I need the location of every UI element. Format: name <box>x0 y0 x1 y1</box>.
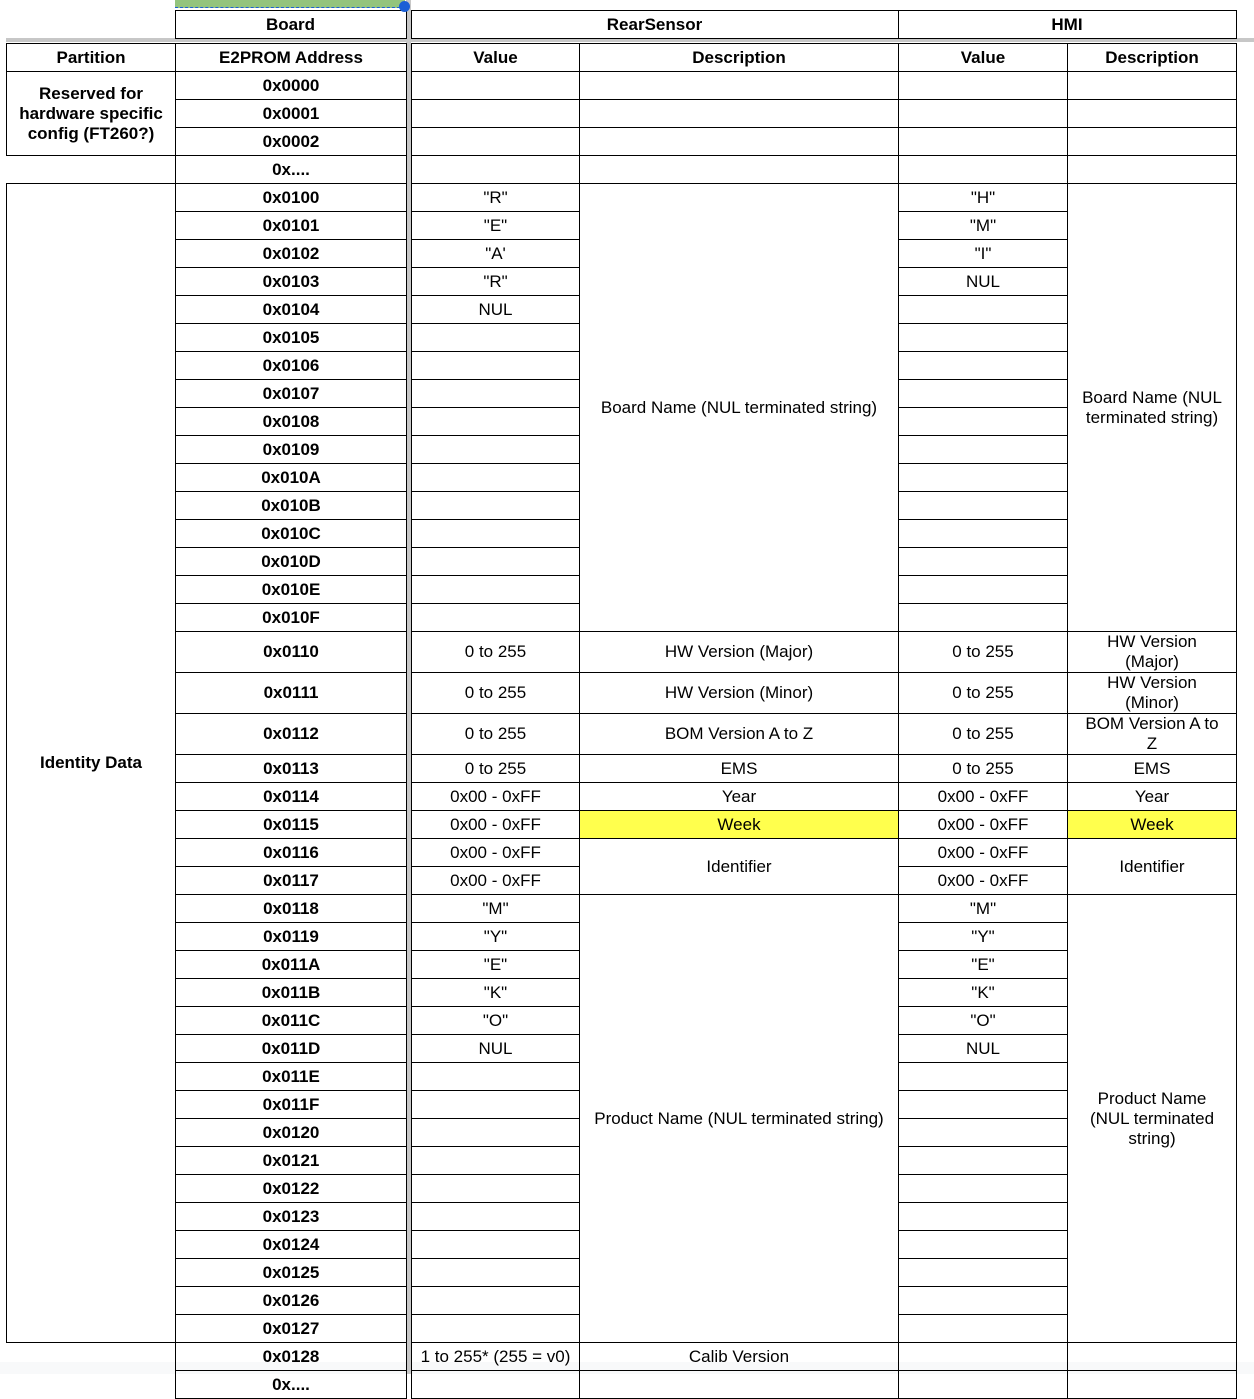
address-cell[interactable]: 0x010B <box>176 492 407 520</box>
hmi-value-cell[interactable] <box>899 1315 1068 1343</box>
hmi-description-cell[interactable] <box>1068 1371 1237 1399</box>
hmi-value-cell[interactable] <box>899 1231 1068 1259</box>
hmi-value-cell[interactable]: 0x00 - 0xFF <box>899 783 1068 811</box>
table-row <box>7 184 1237 212</box>
selected-cell-highlight[interactable] <box>175 0 405 8</box>
address-cell[interactable]: 0x0115 <box>176 811 407 839</box>
hmi-value-cell[interactable]: 0 to 255 <box>899 755 1068 783</box>
rearsensor-value-cell[interactable] <box>412 1287 580 1315</box>
rearsensor-value-cell[interactable]: "R" <box>412 184 580 212</box>
hmi-value-cell[interactable] <box>899 1063 1068 1091</box>
address-cell[interactable]: 0x0117 <box>176 867 407 895</box>
rearsensor-value-cell[interactable]: "O" <box>412 1007 580 1035</box>
rearsensor-value-cell[interactable] <box>412 1231 580 1259</box>
address-cell[interactable]: 0x0000 <box>176 72 407 100</box>
blank-cell[interactable] <box>6 11 175 39</box>
column-header-rs-description[interactable]: Description <box>580 44 899 72</box>
hmi-value-cell[interactable] <box>899 576 1068 604</box>
column-header-hmi-description[interactable]: Description <box>1068 44 1237 72</box>
hmi-description-cell[interactable]: Product Name (NUL terminated string) <box>1068 895 1237 1343</box>
table-row <box>7 755 1237 783</box>
address-cell[interactable]: 0x.... <box>176 1371 407 1399</box>
address-cell[interactable]: 0x0112 <box>176 714 407 755</box>
rearsensor-description-cell[interactable]: Calib Version <box>580 1343 899 1371</box>
address-cell[interactable]: 0x0104 <box>176 296 407 324</box>
hmi-value-cell[interactable] <box>899 1203 1068 1231</box>
hmi-value-cell[interactable]: 0x00 - 0xFF <box>899 867 1068 895</box>
rearsensor-description-cell[interactable] <box>580 128 899 156</box>
rearsensor-value-cell[interactable] <box>412 324 580 352</box>
rearsensor-value-cell[interactable]: 0 to 255 <box>412 673 580 714</box>
address-cell[interactable]: 0x011F <box>176 1091 407 1119</box>
address-cell[interactable]: 0x0110 <box>176 632 407 673</box>
hmi-value-cell[interactable] <box>899 520 1068 548</box>
address-cell[interactable]: 0x010A <box>176 464 407 492</box>
rearsensor-value-cell[interactable] <box>412 128 580 156</box>
rearsensor-value-cell[interactable]: "K" <box>412 979 580 1007</box>
hmi-value-cell[interactable]: 0 to 255 <box>899 673 1068 714</box>
rearsensor-value-cell[interactable]: "M" <box>412 895 580 923</box>
header-rearsensor[interactable]: RearSensor <box>411 11 898 39</box>
rearsensor-description-cell[interactable] <box>580 72 899 100</box>
table-row <box>7 839 1237 867</box>
rearsensor-value-cell[interactable]: NUL <box>412 296 580 324</box>
hmi-value-cell[interactable]: 0 to 255 <box>899 714 1068 755</box>
table-row <box>7 1343 1237 1371</box>
address-cell[interactable]: 0x011E <box>176 1063 407 1091</box>
rearsensor-value-cell[interactable] <box>412 520 580 548</box>
address-cell[interactable]: 0x0113 <box>176 755 407 783</box>
rearsensor-value-cell[interactable]: "Y" <box>412 923 580 951</box>
hmi-value-cell[interactable] <box>899 1091 1068 1119</box>
address-cell[interactable]: 0x0100 <box>176 184 407 212</box>
table-row <box>7 72 1237 100</box>
hmi-value-cell[interactable] <box>899 604 1068 632</box>
hmi-value-cell[interactable]: 0 to 255 <box>899 632 1068 673</box>
address-cell[interactable]: 0x011B <box>176 979 407 1007</box>
rearsensor-value-cell[interactable]: "A' <box>412 240 580 268</box>
rearsensor-value-cell[interactable] <box>412 1091 580 1119</box>
rearsensor-value-cell[interactable]: 0x00 - 0xFF <box>412 867 580 895</box>
rearsensor-value-cell[interactable] <box>412 548 580 576</box>
address-cell[interactable]: 0x0111 <box>176 673 407 714</box>
rearsensor-value-cell[interactable] <box>412 1063 580 1091</box>
table-row <box>7 156 1237 184</box>
rearsensor-description-cell[interactable]: EMS <box>580 755 899 783</box>
header-hmi[interactable]: HMI <box>898 11 1236 39</box>
hmi-value-cell[interactable]: 0x00 - 0xFF <box>899 811 1068 839</box>
hmi-value-cell[interactable]: "E" <box>899 951 1068 979</box>
header-group-table <box>6 10 1237 39</box>
address-cell[interactable]: 0x0108 <box>176 408 407 436</box>
partition-cell[interactable]: Identity Data <box>7 184 176 1343</box>
hmi-value-cell[interactable] <box>899 1259 1068 1287</box>
rearsensor-value-cell[interactable] <box>412 380 580 408</box>
hmi-description-cell[interactable]: EMS <box>1068 755 1237 783</box>
rearsensor-value-cell[interactable] <box>412 1315 580 1343</box>
hmi-value-cell[interactable] <box>899 548 1068 576</box>
table-row <box>7 783 1237 811</box>
hmi-value-cell[interactable] <box>899 1119 1068 1147</box>
rearsensor-value-cell[interactable]: "E" <box>412 951 580 979</box>
address-cell[interactable]: 0x0125 <box>176 1259 407 1287</box>
address-cell[interactable]: 0x010C <box>176 520 407 548</box>
address-cell[interactable]: 0x0102 <box>176 240 407 268</box>
address-cell[interactable]: 0x0001 <box>176 100 407 128</box>
hmi-value-cell[interactable] <box>899 436 1068 464</box>
rearsensor-value-cell[interactable] <box>412 604 580 632</box>
column-header-rs-value[interactable]: Value <box>412 44 580 72</box>
address-cell[interactable]: 0x010D <box>176 548 407 576</box>
rearsensor-value-cell[interactable] <box>412 72 580 100</box>
address-cell[interactable]: 0x0116 <box>176 839 407 867</box>
rearsensor-description-cell[interactable]: HW Version (Minor) <box>580 673 899 714</box>
address-cell[interactable]: 0x0126 <box>176 1287 407 1315</box>
rearsensor-value-cell[interactable] <box>412 492 580 520</box>
hmi-value-cell[interactable] <box>899 492 1068 520</box>
address-cell[interactable]: 0x0114 <box>176 783 407 811</box>
address-cell[interactable]: 0x0123 <box>176 1203 407 1231</box>
hmi-value-cell[interactable] <box>899 1343 1068 1371</box>
rearsensor-description-cell[interactable]: Board Name (NUL terminated string) <box>580 184 899 632</box>
rearsensor-value-cell[interactable] <box>412 576 580 604</box>
hmi-value-cell[interactable] <box>899 1287 1068 1315</box>
hmi-value-cell[interactable]: "M" <box>899 895 1068 923</box>
hmi-value-cell[interactable]: "O" <box>899 1007 1068 1035</box>
hmi-description-cell[interactable] <box>1068 1343 1237 1371</box>
partition-cell[interactable] <box>7 156 176 184</box>
hmi-description-cell[interactable]: HW Version (Minor) <box>1068 673 1237 714</box>
hmi-value-cell[interactable] <box>899 72 1068 100</box>
rearsensor-value-cell[interactable] <box>412 408 580 436</box>
rearsensor-description-cell[interactable] <box>580 156 899 184</box>
rearsensor-value-cell[interactable]: 0x00 - 0xFF <box>412 811 580 839</box>
address-cell[interactable]: 0x.... <box>176 156 407 184</box>
rearsensor-description-cell[interactable]: HW Version (Major) <box>580 632 899 673</box>
table-row <box>7 673 1237 714</box>
hmi-description-cell[interactable]: BOM Version A to Z <box>1068 714 1237 755</box>
address-cell[interactable]: 0x0119 <box>176 923 407 951</box>
address-cell[interactable]: 0x0002 <box>176 128 407 156</box>
address-cell[interactable]: 0x0127 <box>176 1315 407 1343</box>
hmi-description-cell[interactable] <box>1068 100 1237 128</box>
hmi-description-cell[interactable]: Board Name (NUL terminated string) <box>1068 184 1237 632</box>
address-cell[interactable]: 0x0105 <box>176 324 407 352</box>
hmi-value-cell[interactable] <box>899 1175 1068 1203</box>
address-cell[interactable]: 0x0124 <box>176 1231 407 1259</box>
hmi-value-cell[interactable]: "Y" <box>899 923 1068 951</box>
rearsensor-description-cell[interactable]: BOM Version A to Z <box>580 714 899 755</box>
rearsensor-value-cell[interactable] <box>412 1203 580 1231</box>
address-cell[interactable]: 0x011C <box>176 1007 407 1035</box>
hmi-value-cell[interactable]: NUL <box>899 268 1068 296</box>
selection-resize-handle[interactable] <box>399 1 410 12</box>
table-row <box>7 811 1237 839</box>
address-cell[interactable]: 0x0107 <box>176 380 407 408</box>
rearsensor-description-cell[interactable] <box>580 100 899 128</box>
rearsensor-description-cell[interactable]: Year <box>580 783 899 811</box>
rearsensor-value-cell[interactable]: 0 to 255 <box>412 632 580 673</box>
rearsensor-value-cell[interactable] <box>412 352 580 380</box>
column-header-address[interactable]: E2PROM Address <box>176 44 407 72</box>
table-row <box>7 1371 1237 1399</box>
hmi-description-cell[interactable] <box>1068 128 1237 156</box>
rearsensor-value-cell[interactable]: "E" <box>412 212 580 240</box>
rearsensor-value-cell[interactable] <box>412 1371 580 1399</box>
rearsensor-description-cell[interactable] <box>580 1371 899 1399</box>
address-cell[interactable]: 0x0128 <box>176 1343 407 1371</box>
address-cell[interactable]: 0x0101 <box>176 212 407 240</box>
rearsensor-description-cell[interactable]: Identifier <box>580 839 899 895</box>
rearsensor-description-cell[interactable]: Week <box>580 811 899 839</box>
rearsensor-value-cell[interactable] <box>412 1259 580 1287</box>
table-row <box>7 100 1237 128</box>
table-row <box>7 714 1237 755</box>
table-row <box>7 895 1237 923</box>
table-row <box>7 632 1237 673</box>
hmi-description-cell[interactable] <box>1068 72 1237 100</box>
hmi-description-cell[interactable]: HW Version (Major) <box>1068 632 1237 673</box>
address-cell[interactable]: 0x010F <box>176 604 407 632</box>
rearsensor-value-cell[interactable] <box>412 1147 580 1175</box>
hmi-value-cell[interactable] <box>899 1147 1068 1175</box>
hmi-description-cell[interactable]: Year <box>1068 783 1237 811</box>
address-cell[interactable]: 0x0103 <box>176 268 407 296</box>
address-cell[interactable]: 0x011D <box>176 1035 407 1063</box>
partition-cell[interactable]: Reserved for hardware specific config (FT260?) <box>7 72 176 156</box>
rearsensor-value-cell[interactable] <box>412 1119 580 1147</box>
table-row <box>7 128 1237 156</box>
hmi-description-cell[interactable] <box>1068 156 1237 184</box>
hmi-value-cell[interactable]: "K" <box>899 979 1068 1007</box>
partition-cell[interactable] <box>7 1343 176 1399</box>
rearsensor-value-cell[interactable] <box>412 1175 580 1203</box>
hmi-value-cell[interactable] <box>899 380 1068 408</box>
hmi-value-cell[interactable]: "H" <box>899 184 1068 212</box>
hmi-value-cell[interactable] <box>899 100 1068 128</box>
hmi-description-cell[interactable]: Identifier <box>1068 839 1237 895</box>
hmi-value-cell[interactable] <box>899 296 1068 324</box>
rearsensor-value-cell[interactable] <box>412 156 580 184</box>
address-cell[interactable]: 0x0109 <box>176 436 407 464</box>
address-cell[interactable]: 0x0120 <box>176 1119 407 1147</box>
hmi-value-cell[interactable] <box>899 324 1068 352</box>
hmi-value-cell[interactable] <box>899 156 1068 184</box>
hmi-value-cell[interactable] <box>899 408 1068 436</box>
rearsensor-value-cell[interactable]: 0x00 - 0xFF <box>412 839 580 867</box>
hmi-value-cell[interactable]: 0x00 - 0xFF <box>899 839 1068 867</box>
rearsensor-value-cell[interactable]: NUL <box>412 1035 580 1063</box>
rearsensor-value-cell[interactable]: 0 to 255 <box>412 755 580 783</box>
address-cell[interactable]: 0x0121 <box>176 1147 407 1175</box>
rearsensor-value-cell[interactable]: 0 to 255 <box>412 714 580 755</box>
eeprom-map-table <box>6 43 1237 1399</box>
rearsensor-value-cell[interactable] <box>412 464 580 492</box>
address-cell[interactable]: 0x011A <box>176 951 407 979</box>
hmi-value-cell[interactable] <box>899 1371 1068 1399</box>
rearsensor-value-cell[interactable]: 0x00 - 0xFF <box>412 783 580 811</box>
hmi-value-cell[interactable]: NUL <box>899 1035 1068 1063</box>
rearsensor-value-cell[interactable] <box>412 100 580 128</box>
address-cell[interactable]: 0x0106 <box>176 352 407 380</box>
hmi-value-cell[interactable] <box>899 128 1068 156</box>
address-cell[interactable]: 0x0122 <box>176 1175 407 1203</box>
address-cell[interactable]: 0x0118 <box>176 895 407 923</box>
hmi-value-cell[interactable]: "M" <box>899 212 1068 240</box>
rearsensor-value-cell[interactable]: "R" <box>412 268 580 296</box>
header-board[interactable]: Board <box>175 11 406 39</box>
hmi-value-cell[interactable] <box>899 464 1068 492</box>
hmi-value-cell[interactable]: "I" <box>899 240 1068 268</box>
rearsensor-description-cell[interactable]: Product Name (NUL terminated string) <box>580 895 899 1343</box>
rearsensor-value-cell[interactable]: 1 to 255* (255 = v0) <box>412 1343 580 1371</box>
column-header-hmi-value[interactable]: Value <box>899 44 1068 72</box>
rearsensor-value-cell[interactable] <box>412 436 580 464</box>
hmi-description-cell[interactable]: Week <box>1068 811 1237 839</box>
hmi-value-cell[interactable] <box>899 352 1068 380</box>
column-header-partition[interactable]: Partition <box>7 44 176 72</box>
address-cell[interactable]: 0x010E <box>176 576 407 604</box>
